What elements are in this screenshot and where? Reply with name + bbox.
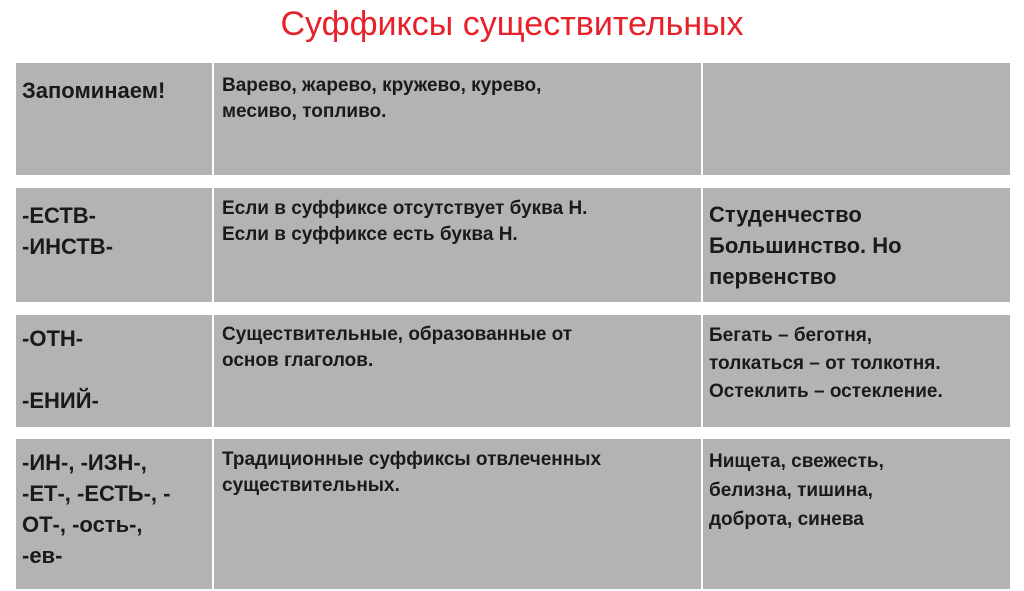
suffix-cell [15,314,213,428]
suffix-table-row-4 [14,437,1012,591]
rule-cell [213,62,702,176]
rule-text: Варево, жарево, кружево, курево, месиво, топливо. [222,75,542,122]
suffix-table-row-2 [14,186,1012,304]
rule-text: Если в суффиксе отсутствует буква Н. Если в суффиксе есть буква Н. [222,198,588,245]
examples-cell [702,438,1011,590]
examples-cell [702,187,1011,303]
examples-cell [702,62,1011,176]
suffix-table-row-3 [14,313,1012,429]
suffix-text: -ЕСТВ- -ИНСТВ- [22,203,114,259]
examples-text [703,63,1010,73]
suffix-cell [15,62,213,176]
rule-text: Традиционные суффиксы отвлеченных существительных. [222,449,602,496]
rule-cell [213,438,702,590]
suffix-cell [15,438,213,590]
rule-cell [213,314,702,428]
rule-text: Существительные, образованные от основ глаголов. [222,324,573,371]
table-row [15,62,1011,176]
slide-title: Суффиксы существительных [280,5,744,43]
suffix-text: Запоминаем! [22,78,166,103]
suffix-cell [15,187,213,303]
rule-cell [213,187,702,303]
table-row [15,314,1011,428]
suffix-table-row-1 [14,61,1012,177]
suffix-text: -ОТН- -ЕНИЙ- [22,326,99,413]
table-row [15,438,1011,590]
table-row [15,187,1011,303]
examples-text: Студенчество Большинство. Но первенство [709,202,902,289]
examples-text: Нищета, свежесть, белизна, тишина, доброта, синева [709,451,884,530]
suffix-text: -ИН-, -ИЗН-, -ЕТ-, -ЕСТЬ-, - ОТ-, -ость-, -ев- [22,450,171,568]
examples-cell [702,314,1011,428]
examples-text: Бегать – беготня, толкаться – от толкотня. Остеклить – остекление. [709,325,943,402]
